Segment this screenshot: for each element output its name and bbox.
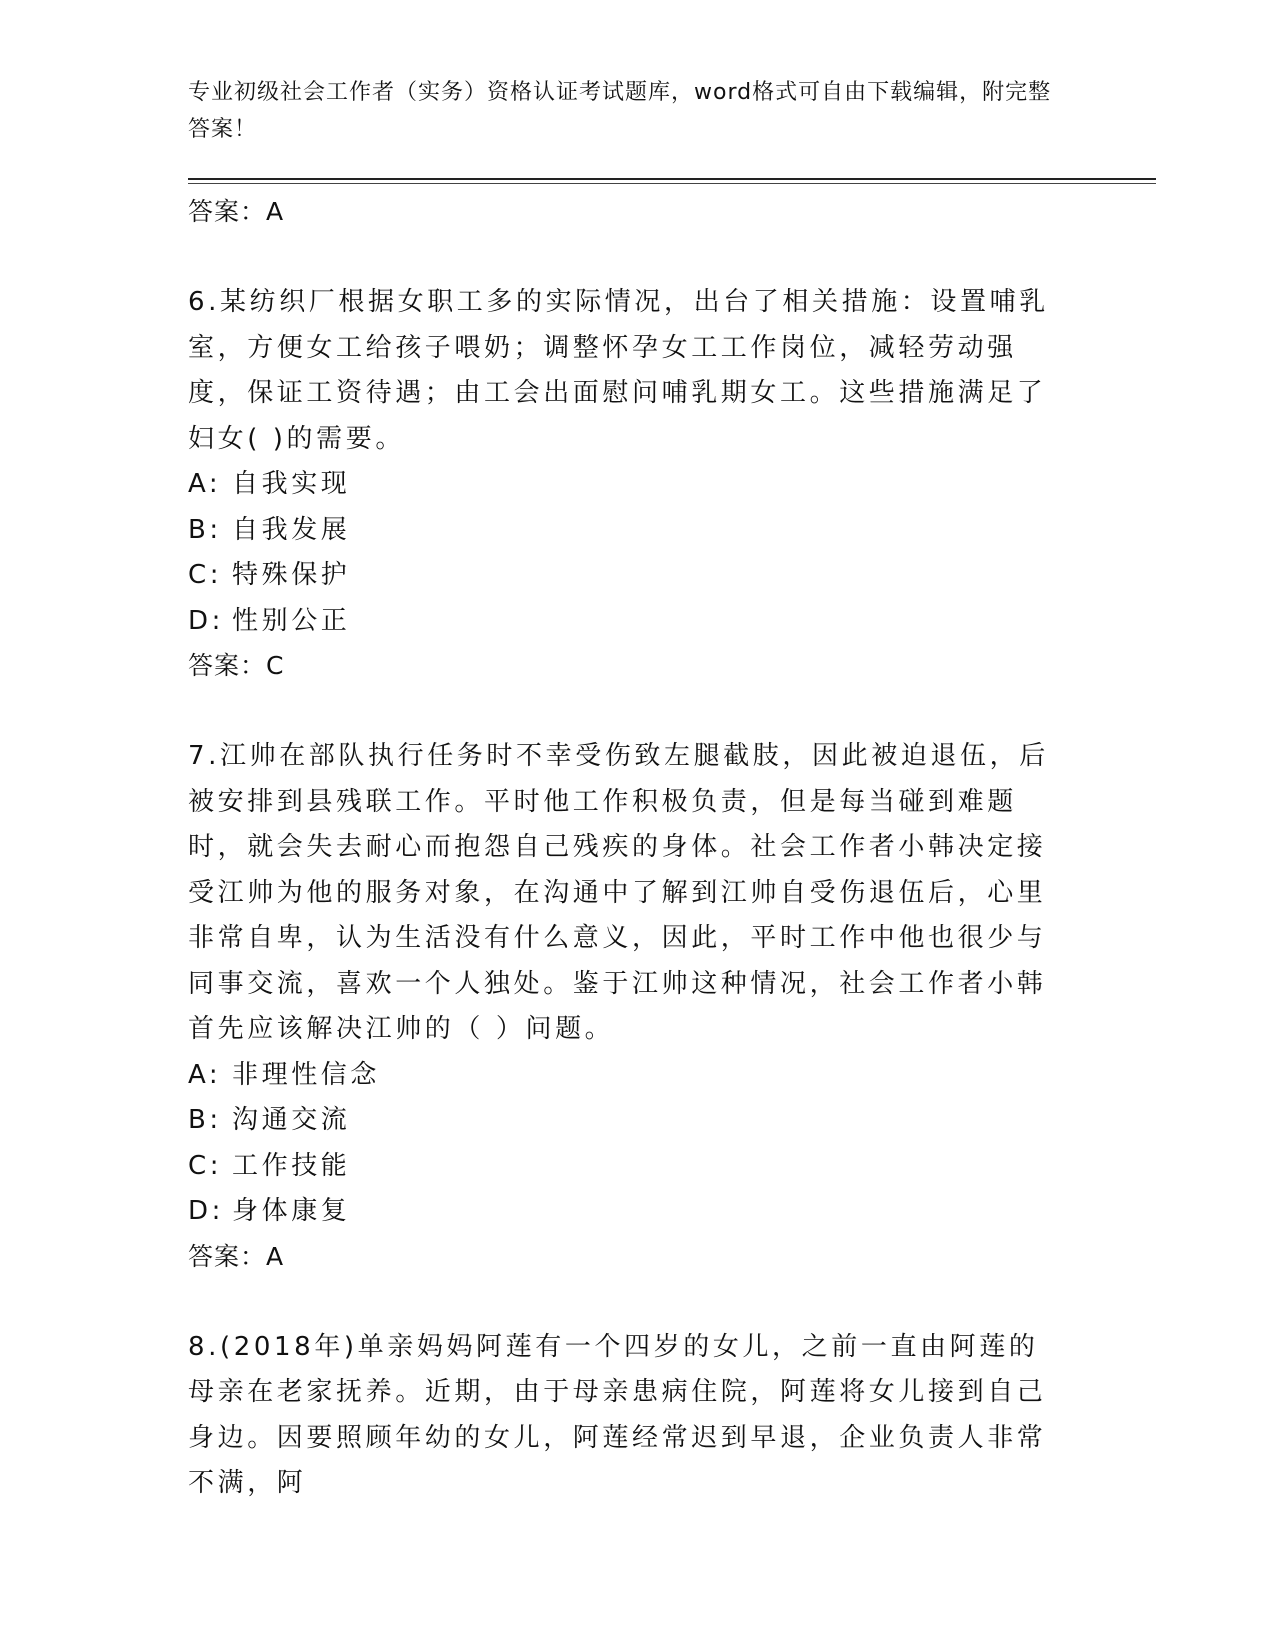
header-divider-thin: [188, 183, 1156, 184]
document-body: [188, 190, 1068, 1507]
option-letter: C:: [188, 560, 223, 590]
header-divider-thick: [188, 178, 1156, 180]
question-text: 6.某纺织厂根据女职工多的实际情况，出台了相关措施：设置哺乳室，方便女工给孩子喂奶；调整怀孕女工工作岗位，减轻劳动强度，保证工资待遇；由工会出面慰问哺乳期女工。这些措施满足了妇女( )的需要。: [188, 287, 1049, 454]
option-text: 工作技能: [232, 1150, 351, 1181]
option-d: [188, 599, 1068, 645]
option-letter: C:: [188, 1150, 223, 1181]
question-7: [188, 734, 1068, 1279]
question-6: [188, 280, 1068, 688]
answer-label: 答案：: [188, 197, 267, 226]
answer-value: A: [266, 1241, 285, 1271]
answer-line: [188, 190, 1068, 234]
option-letter: A:: [188, 469, 222, 499]
option-a: [188, 462, 1068, 508]
option-a: [188, 1053, 1068, 1099]
question-8: [188, 1325, 1068, 1507]
option-letter: B:: [188, 514, 222, 545]
option-text: 沟通交流: [232, 1105, 351, 1135]
document-header: 专业初级社会工作者（实务）资格认证考试题库，word格式可自由下载编辑，附完整答案！: [188, 80, 1052, 142]
option-c: [188, 553, 1068, 599]
option-letter: D:: [188, 1196, 224, 1226]
answer-value: C: [266, 651, 285, 680]
answer-line: [188, 1235, 1068, 1279]
option-b: [188, 508, 1068, 554]
option-text: 自我发展: [232, 514, 351, 545]
option-text: 身体康复: [232, 1196, 351, 1226]
question-text: 7.江帅在部队执行任务时不幸受伤致左腿截肢，因此被迫退伍，后被安排到县残联工作。平时他工作积极负责，但是每当碰到难题时，就会失去耐心而抱怨自己残疾的身体。社会工作者小韩决定接受江帅为他的服务对象，在沟通中了解到江帅自受伤退伍后，心里非常自卑，认为生活没有什么意义，因此，平时工作中他也很少与同事交流，喜欢一个人独处。鉴于江帅这种情况，社会工作者小韩首先应该解决江帅的（ ）问题。: [188, 741, 1049, 1044]
option-text: 自我实现: [232, 469, 351, 499]
answer-label: 答案：: [188, 651, 267, 680]
question-text: 8.(2018年)单亲妈妈阿莲有一个四岁的女儿，之前一直由阿莲的母亲在老家抚养。近期，由于母亲患病住院，阿莲将女儿接到自己身边。因要照顾年幼的女儿，阿莲经常迟到早退，企业负责人非常不满，阿: [188, 1331, 1047, 1498]
option-text: 特殊保护: [232, 560, 351, 590]
option-b: [188, 1098, 1068, 1144]
option-c: [188, 1144, 1068, 1190]
option-letter: B:: [188, 1105, 222, 1135]
option-letter: D:: [188, 605, 224, 636]
option-text: 性别公正: [232, 605, 351, 636]
answer-line: [188, 644, 1068, 688]
option-d: [188, 1189, 1068, 1235]
option-letter: A:: [188, 1059, 222, 1090]
answer-value: A: [266, 197, 285, 226]
option-text: 非理性信念: [232, 1059, 381, 1090]
option-list: [188, 462, 1068, 644]
answer-label: 答案：: [188, 1241, 267, 1271]
option-list: [188, 1053, 1068, 1235]
